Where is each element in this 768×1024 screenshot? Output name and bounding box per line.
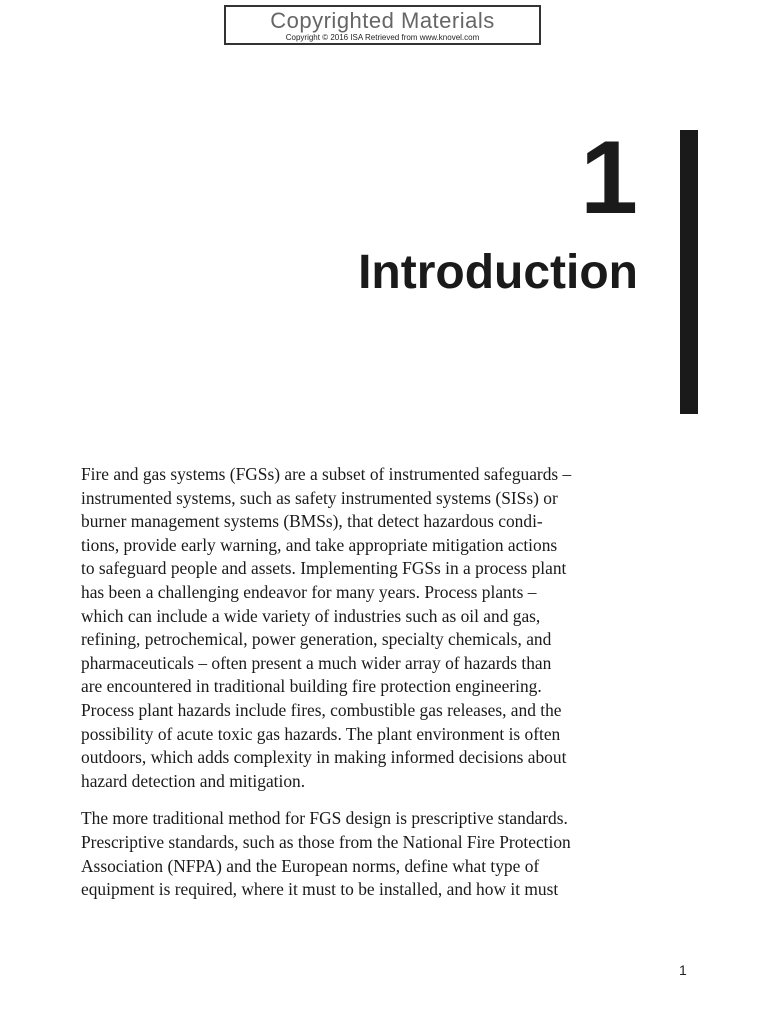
text-line: outdoors, which adds complexity in making informed decisions about <box>81 747 567 768</box>
text-line: hazard detection and mitigation. <box>81 770 306 791</box>
chapter-number: 1 <box>580 120 638 236</box>
text-line: Process plant hazards include fires, combustible gas releases, and the <box>81 699 562 720</box>
chapter-title: Introduction <box>358 246 638 299</box>
watermark-title: Copyrighted Materials <box>270 8 495 33</box>
text-line: Association (NFPA) and the European norms, define what type of <box>81 855 540 876</box>
text-line: are encountered in traditional building fire protection engineering. <box>81 676 542 697</box>
text-line: possibility of acute toxic gas hazards. The plant environment is often <box>81 723 561 744</box>
text-line: pharmaceuticals – often present a much wider array of hazards than <box>81 652 552 673</box>
paragraph <box>81 807 689 901</box>
text-line: to safeguard people and assets. Implementing FGSs in a process plant <box>81 558 567 579</box>
text-line: which can include a wide variety of industries such as oil and gas, <box>81 605 541 626</box>
text-line: burner management systems (BMSs), that detect hazardous condi- <box>81 511 543 532</box>
body-text <box>81 463 689 902</box>
chapter-sidebar-bar <box>680 130 698 414</box>
copyright-watermark <box>224 5 541 45</box>
text-line: Prescriptive standards, such as those from the National Fire Protection <box>81 831 571 852</box>
page-number: 1 <box>679 962 687 978</box>
text-line: The more traditional method for FGS design is prescriptive standards. <box>81 808 568 829</box>
watermark-subtitle: Copyright © 2016 ISA Retrieved from www.knovel.com <box>285 33 480 42</box>
text-line: has been a challenging endeavor for many years. Process plants – <box>81 581 537 602</box>
text-line: equipment is required, where it must to be installed, and how it must <box>81 879 559 900</box>
text-line: instrumented systems, such as safety instrumented systems (SISs) or <box>81 487 558 508</box>
text-line: Fire and gas systems (FGSs) are a subset of instrumented safeguards – <box>81 464 572 484</box>
paragraph <box>81 463 689 793</box>
text-line: refining, petrochemical, power generation, specialty chemicals, and <box>81 629 552 650</box>
text-line: tions, provide early warning, and take appropriate mitigation actions <box>81 534 558 555</box>
